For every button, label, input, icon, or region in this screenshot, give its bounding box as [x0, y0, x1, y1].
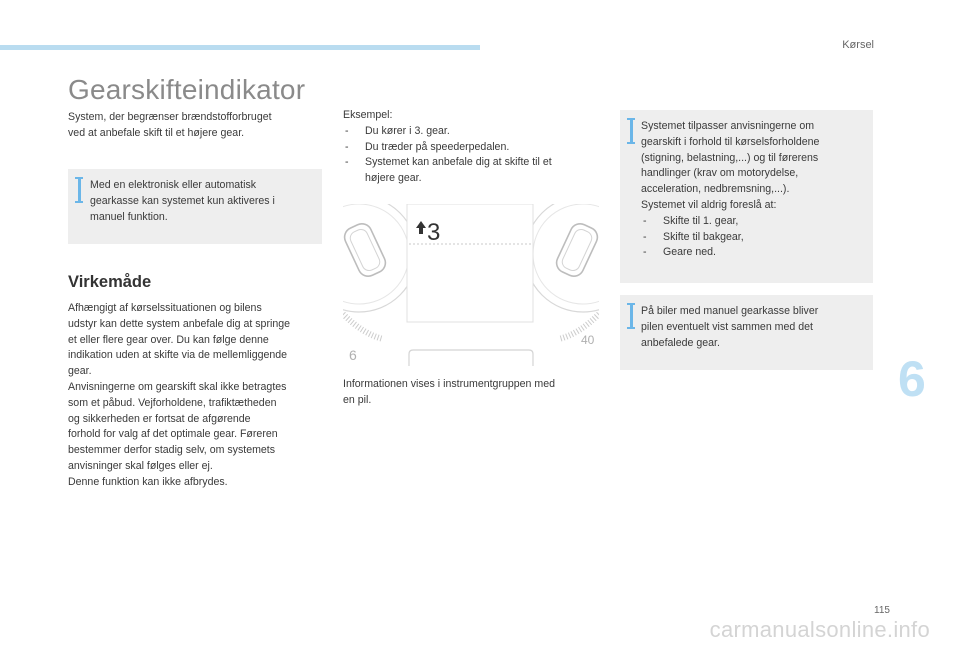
note-line: Systemet tilpasser anvisningerne om [641, 120, 815, 132]
list-item-text: højere gear. [365, 172, 422, 185]
body-line: Denne funktion kan ikke afbrydes. [68, 475, 228, 488]
body-line: som et påbud. Vejforholdene, trafiktætheden [68, 396, 277, 409]
example-list [343, 124, 593, 187]
note-line: handlinger (krav om motorydelse, [641, 167, 799, 180]
chapter-number: 6 [898, 351, 926, 407]
example-block [343, 108, 593, 187]
body-line: gear. [68, 365, 92, 378]
note-line: (stigning, belastning,...) og til førerens [641, 151, 819, 164]
body-paragraph [68, 301, 338, 491]
body-line: Afhængigt af kørselssituationen og bilens [68, 302, 262, 314]
note-line: gearkasse kan systemet kun aktiveres i [90, 194, 275, 207]
body-line: et eller flere gear over. Du kan følge denne [68, 333, 269, 346]
note-line: manuel funktion. [90, 210, 168, 223]
gauge-left-mark: 6 [349, 347, 357, 363]
note-text [641, 119, 871, 261]
instrument-cluster-illustration [343, 204, 599, 366]
note-line: acceleration, nedbremsning,...). [641, 183, 790, 196]
list-item [343, 155, 593, 187]
info-marker-icon [78, 177, 81, 203]
note-line: Med en elektronisk eller automatisk [90, 179, 257, 191]
gear-display: 3 [427, 219, 441, 246]
section-heading: Virkemåde [68, 273, 152, 291]
list-item: - Skifte til bakgear, [641, 230, 871, 246]
top-accent-bar [0, 45, 480, 50]
body-line: indikation uden at skifte via de mellemliggende [68, 349, 288, 362]
gauge-right-mark: 40 [581, 333, 595, 347]
note-line: På biler med manuel gearkasse bliver [641, 305, 819, 317]
watermark: carmanualsonline.info [709, 617, 930, 642]
caption-line: en pil. [343, 393, 372, 406]
note-box-system [620, 110, 873, 283]
list-item: - Geare ned. [641, 245, 871, 261]
example-label: Eksempel: [343, 109, 393, 121]
list-item: - Du træder på speederpedalen. [343, 140, 593, 156]
body-line: bestemmer derfor stadig selv, om systemets [68, 444, 276, 457]
info-marker-icon [630, 303, 633, 329]
caption [343, 377, 598, 409]
page-title: Gearskifteindikator [68, 74, 306, 105]
body-line: og sikkerheden er fortsat de afgørende [68, 412, 251, 425]
page-number: 115 [874, 605, 890, 616]
note-text [641, 304, 871, 351]
caption-line: Informationen vises i instrumentgruppen med [343, 378, 555, 390]
intro-paragraph [68, 110, 328, 142]
note-line: anbefalede gear. [641, 336, 720, 349]
body-line: forhold for valg af det optimale gear. Føreren [68, 428, 278, 441]
note-box-manual [620, 295, 873, 370]
body-line: udstyr kan dette system anbefale dig at springe [68, 317, 291, 330]
note-line: pilen eventuelt vist sammen med det [641, 320, 813, 333]
info-marker-icon [630, 118, 633, 144]
body-line: Anvisningerne om gearskift skal ikke betragtes [68, 380, 287, 393]
body-line: anvisninger skal følges eller ej. [68, 459, 213, 472]
note-line: Systemet vil aldrig foreslå at: [641, 198, 777, 211]
list-item-text: Systemet kan anbefale dig at skifte til et [365, 156, 552, 169]
intro-line: ved at anbefale skift til et højere gear. [68, 126, 245, 139]
section-label: Kørsel [842, 39, 874, 51]
list-item: - Du kører i 3. gear. [343, 124, 593, 140]
intro-line: System, der begrænser brændstofforbruget [68, 111, 272, 123]
note-line: gearskift i forhold til kørselsforholdene [641, 135, 820, 148]
note-list [641, 214, 871, 261]
note-box-gearbox [68, 169, 322, 244]
list-item: - Skifte til 1. gear, [641, 214, 871, 230]
note-text [90, 178, 318, 225]
